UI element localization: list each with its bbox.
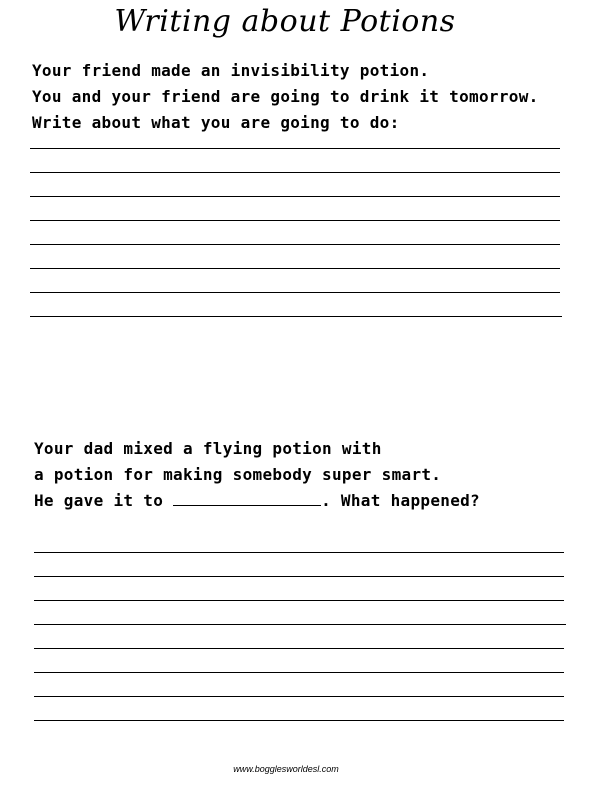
writing-line[interactable] [30, 172, 560, 173]
writing-line[interactable] [30, 292, 560, 293]
page-title: Writing about Potions [114, 4, 456, 39]
writing-line[interactable] [30, 244, 560, 245]
writing-line[interactable] [30, 316, 562, 317]
writing-line[interactable] [34, 552, 564, 553]
writing-line[interactable] [30, 196, 560, 197]
writing-line[interactable] [34, 696, 564, 697]
prompt-line: Your friend made an invisibility potion. [32, 61, 430, 80]
writing-line[interactable] [34, 600, 564, 601]
writing-line[interactable] [34, 648, 564, 649]
writing-line[interactable] [30, 148, 560, 149]
site-url: www.bogglesworldesl.com [233, 764, 339, 774]
prompt-flying-potion [34, 436, 480, 514]
writing-line[interactable] [34, 624, 566, 625]
prompt-line: a potion for making somebody super smart. [34, 465, 442, 484]
writing-line[interactable] [30, 268, 560, 269]
writing-line[interactable] [30, 220, 560, 221]
writing-line[interactable] [34, 576, 564, 577]
writing-line[interactable] [34, 672, 564, 673]
fill-in-blank[interactable] [173, 491, 321, 506]
prompt-text: . What happened? [321, 491, 480, 510]
prompt-invisibility [32, 58, 539, 136]
prompt-line: Your dad mixed a flying potion with [34, 439, 382, 458]
prompt-line [34, 488, 480, 514]
prompt-text: He gave it to [34, 491, 174, 510]
prompt-line: You and your friend are going to drink it tomorrow. [32, 87, 539, 106]
prompt-line: Write about what you are going to do: [32, 113, 400, 132]
writing-line[interactable] [34, 720, 564, 721]
